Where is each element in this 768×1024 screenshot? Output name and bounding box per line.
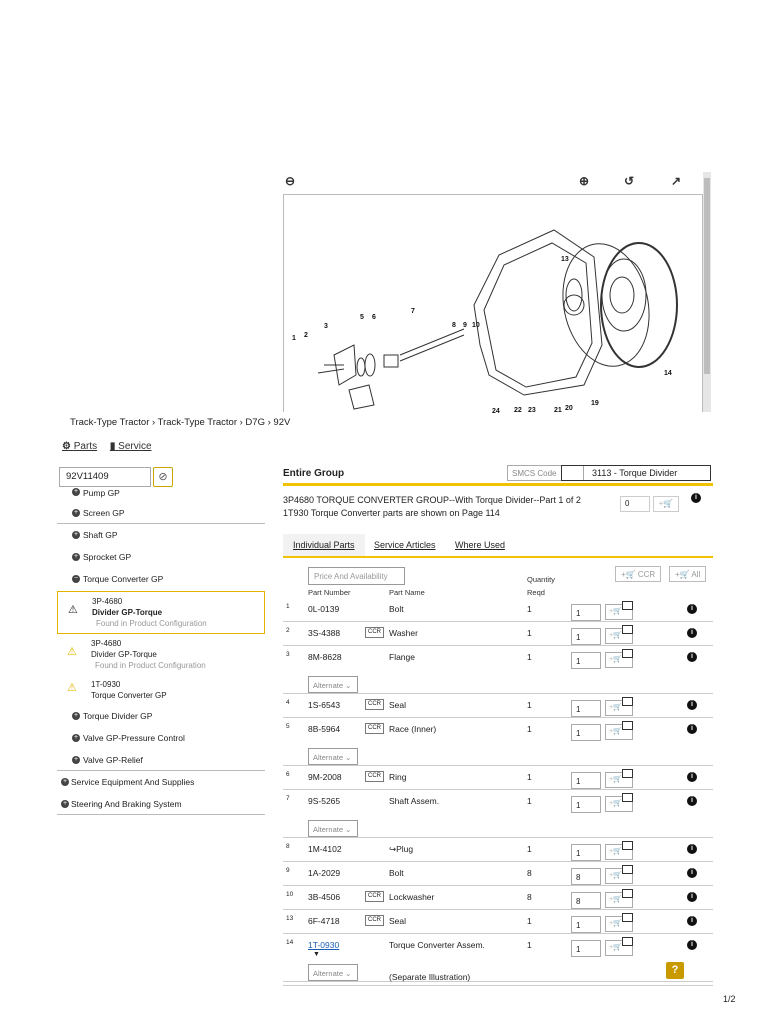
callout-number: 9 [286,867,290,874]
alternate-select[interactable]: Alternate ⌄ [308,964,358,981]
quantity-input[interactable]: 1 [571,772,601,789]
add-to-cart-button[interactable]: +🛒 [605,724,633,740]
part-name: Ring [389,772,407,782]
add-ccr-button[interactable]: +🛒 CCR [615,566,661,582]
ccr-badge: CCR [365,699,384,710]
plus-icon: + [73,531,79,538]
part-number: 1A-2029 [308,868,341,878]
alternate-select[interactable]: Alternate ⌄ [308,820,358,837]
callout-number: 1 [286,603,290,610]
tree-item[interactable]: + Torque Divider GP [73,711,153,721]
quantity-reqd: 1 [527,940,532,950]
part-row [283,862,713,886]
page-number: 1/2 [723,994,736,1004]
callout-number: 5 [286,723,290,730]
tab-individual-parts[interactable]: Individual Parts [283,534,365,556]
alternative-item[interactable]: ⚠ 1T-0930 Torque Converter GP [67,680,167,700]
chevron-down-icon[interactable]: ▼ [313,951,320,958]
tree-item[interactable]: + Valve GP-Pressure Control [73,733,185,743]
part-number: 3S-4388 [308,628,341,638]
part-number: 9M-2008 [308,772,342,782]
part-name: Race (Inner) [389,724,437,734]
part-row [283,694,713,718]
callout: 7 [411,308,415,315]
quantity-reqd: 1 [527,700,532,710]
book-icon: ▮ [109,441,116,452]
part-row [283,646,713,694]
popout-icon[interactable]: ↗ [671,174,682,188]
info-icon[interactable]: i [687,604,697,614]
quantity-reqd: 1 [527,844,532,854]
quantity-input[interactable]: 1 [571,652,601,669]
diagram-viewer [283,172,711,415]
info-icon[interactable]: i [687,892,697,902]
exploded-parts-diagram [283,194,703,415]
callout-number: 6 [286,771,290,778]
tab-service[interactable] [110,441,152,452]
callout-number: 2 [286,627,290,634]
part-number: 3B-4506 [308,892,341,902]
quantity-input[interactable]: 1 [571,844,601,861]
quantity-reqd: 1 [527,628,532,638]
add-to-cart-button[interactable]: +🛒 [605,796,633,812]
quantity-reqd: 1 [527,724,532,734]
callout: 3 [324,323,328,330]
tree-item[interactable]: + Steering And Braking System [57,793,265,815]
group-quantity-input[interactable]: 0 [620,496,650,512]
quantity-input[interactable]: 1 [571,628,601,645]
ccr-badge: CCR [365,627,384,638]
zoom-in-icon[interactable]: ⊕ [579,174,590,188]
ccr-badge: CCR [365,891,384,902]
smcs-value[interactable]: 3113 - Torque Divider [561,465,711,481]
tab-parts[interactable] [62,441,97,452]
callout: 6 [372,314,376,321]
callout: 2 [304,332,308,339]
info-icon[interactable]: i [687,796,697,806]
alternative-item-selected[interactable]: ⚠ 3P-4680 Divider GP-Torque Found in Product Configuration [57,591,265,634]
part-name: ↪Plug [389,844,414,854]
callout: 20 [565,405,573,412]
quantity-input[interactable]: 1 [571,724,601,741]
part-row [283,910,713,934]
viewer-scrollbar[interactable] [703,172,711,412]
part-number[interactable]: 1T-0930 [308,940,340,950]
col-part-number: Part Number [308,588,351,597]
quantity-reqd: 8 [527,892,532,902]
part-name: Seal [389,916,407,926]
tree-item[interactable]: + Sprocket GP [73,552,132,562]
col-part-name: Part Name [389,588,425,597]
plus-icon: + [73,756,79,763]
part-row [283,766,713,790]
info-icon[interactable]: i [687,916,697,926]
info-icon[interactable]: i [687,652,697,662]
callout: 22 [514,407,522,414]
parts-tree [57,488,265,815]
main-tabs [62,441,162,452]
info-icon[interactable]: i [691,493,701,503]
info-icon[interactable]: i [687,628,697,638]
callout-number: 14 [286,939,294,946]
part-row [283,718,713,766]
tree-item[interactable]: + Screen GP [57,502,265,524]
quantity-input[interactable]: 1 [571,916,601,933]
reset-icon[interactable]: ↺ [624,174,635,188]
quantity-reqd: 1 [527,652,532,662]
part-number: 8M-8628 [308,652,342,662]
quantity-reqd: 1 [527,772,532,782]
part-row [283,886,713,910]
callout-number: 10 [286,891,294,898]
callout: 8 [452,322,456,329]
part-number: 0L-0139 [308,604,340,614]
info-icon[interactable]: i [687,772,697,782]
part-name: Lockwasher [389,892,435,902]
quantity-reqd: 1 [527,916,532,926]
callout: 19 [591,400,599,407]
quantity-input[interactable]: 1 [571,604,601,621]
part-name: Shaft Assem. [389,796,440,806]
quantity-input[interactable]: 1 [571,796,601,813]
part-row [283,622,713,646]
help-button[interactable]: ? [666,962,684,979]
part-name: Washer [389,628,418,638]
warning-icon: ⚠ [67,682,77,694]
quantity-reqd: 1 [527,604,532,614]
part-number: 8B-5964 [308,724,341,734]
add-to-cart-button[interactable]: +🛒 [605,916,633,932]
group-header [283,462,713,486]
breadcrumb[interactable]: Track-Type Tractor › Track-Type Tractor › D7G › 92V [70,417,291,428]
part-number: 9S-5265 [308,796,341,806]
alternate-select[interactable]: Alternate ⌄ [308,748,358,765]
minus-icon: − [73,575,79,582]
alternative-item[interactable]: ⚠ 3P-4680 Divider GP-Torque Found in Product Configuration [67,639,206,670]
add-all-button[interactable]: +🛒 All [669,566,706,582]
alternate-select[interactable]: Alternate ⌄ [308,676,358,693]
tab-where-used[interactable]: Where Used [455,540,506,550]
tree-item[interactable]: + Shaft GP [73,530,118,540]
plus-icon: + [73,712,79,719]
callout-number: 13 [286,915,294,922]
entire-group-label: Entire Group [283,468,345,479]
callout: 13 [561,256,569,263]
ccr-badge: CCR [365,771,384,782]
plus-icon: + [73,488,79,495]
add-to-cart-button[interactable]: +🛒 [605,940,633,956]
tree-item[interactable]: + Valve GP-Relief [57,749,265,771]
part-row [283,790,713,838]
group-add-to-cart-button[interactable]: +🛒 [653,496,679,512]
part-number: 1M-4102 [308,844,342,854]
part-row [283,838,713,862]
add-to-cart-button[interactable]: +🛒 [605,892,633,908]
ccr-badge: CCR [365,915,384,926]
parts-panel [283,462,713,982]
part-name: Bolt [389,604,404,614]
plus-icon: + [73,509,79,516]
part-name: Seal [389,700,407,710]
quantity-input[interactable]: 8 [571,892,601,909]
quantity-reqd: 1 [527,796,532,806]
info-icon[interactable]: i [687,844,697,854]
part-row [283,598,713,622]
group-description: 3P4680 TORQUE CONVERTER GROUP--With Torque Divider--Part 1 of 2 1T930 Torque Converter parts are shown on Page 114 [283,495,581,518]
callout: 10 [472,322,480,329]
tab-parts-label: Parts [73,441,98,452]
tree-item[interactable]: + Pump GP [73,488,120,498]
tree-item[interactable]: + Service Equipment And Supplies [62,777,195,787]
info-icon[interactable]: i [687,940,697,950]
part-name: Torque Converter Assem. [389,940,485,950]
info-icon[interactable]: i [687,868,697,878]
tab-service-label: Service [118,441,152,452]
callout-number: 3 [286,651,290,658]
info-icon[interactable]: i [687,724,697,734]
plus-icon: + [62,800,68,807]
quantity-input[interactable]: 1 [571,940,601,957]
callout: 21 [554,407,562,414]
price-availability-button[interactable]: Price And Availability [308,567,405,585]
add-to-cart-button[interactable]: +🛒 [605,868,633,884]
ccr-badge: CCR [365,723,384,734]
callout: 5 [360,314,364,321]
smcs-label: SMCS Code [507,465,584,481]
info-icon[interactable]: i [687,700,697,710]
callout: 9 [463,322,467,329]
quantity-input[interactable]: 1 [571,700,601,717]
search-button[interactable] [153,467,173,487]
part-name: Bolt [389,868,404,878]
gear-icon: ⚙ [62,441,71,452]
separate-illustration-note: (Separate Illustration) [389,972,471,982]
zoom-out-icon[interactable]: ⊖ [285,174,296,188]
callout: 23 [528,407,536,414]
col-quantity: Quantity [527,575,555,584]
part-number: 1S-6543 [308,700,341,710]
add-to-cart-button[interactable]: +🛒 [605,772,633,788]
detail-tabs [283,534,713,558]
warning-icon: ⚠ [68,604,78,616]
plus-icon: + [62,778,68,785]
quantity-reqd: 8 [527,868,532,878]
callout: 14 [664,370,672,377]
compass-icon: ⊘ [158,471,168,483]
part-number: 6F-4718 [308,916,340,926]
callout-number: 7 [286,795,290,802]
add-to-cart-button[interactable]: +🛒 [605,628,633,644]
add-to-cart-button[interactable]: +🛒 [605,652,633,668]
add-to-cart-button[interactable]: +🛒 [605,604,633,620]
serial-search-input[interactable]: 92V11409 [59,467,151,487]
warning-icon: ⚠ [67,646,77,658]
add-to-cart-button[interactable]: +🛒 [605,700,633,716]
plus-icon: + [73,734,79,741]
callout: 24 [492,408,500,415]
callout: 1 [292,335,296,342]
plus-icon: + [73,553,79,560]
callout-number: 4 [286,699,290,706]
tab-service-articles[interactable]: Service Articles [374,540,436,550]
tree-item-expanded[interactable]: − Torque Converter GP [73,574,164,584]
part-name: Flange [389,652,415,662]
col-reqd: Reqd [527,588,545,597]
quantity-input[interactable]: 8 [571,868,601,885]
part-row [283,934,713,982]
add-to-cart-button[interactable]: +🛒 [605,844,633,860]
callout-number: 8 [286,843,290,850]
